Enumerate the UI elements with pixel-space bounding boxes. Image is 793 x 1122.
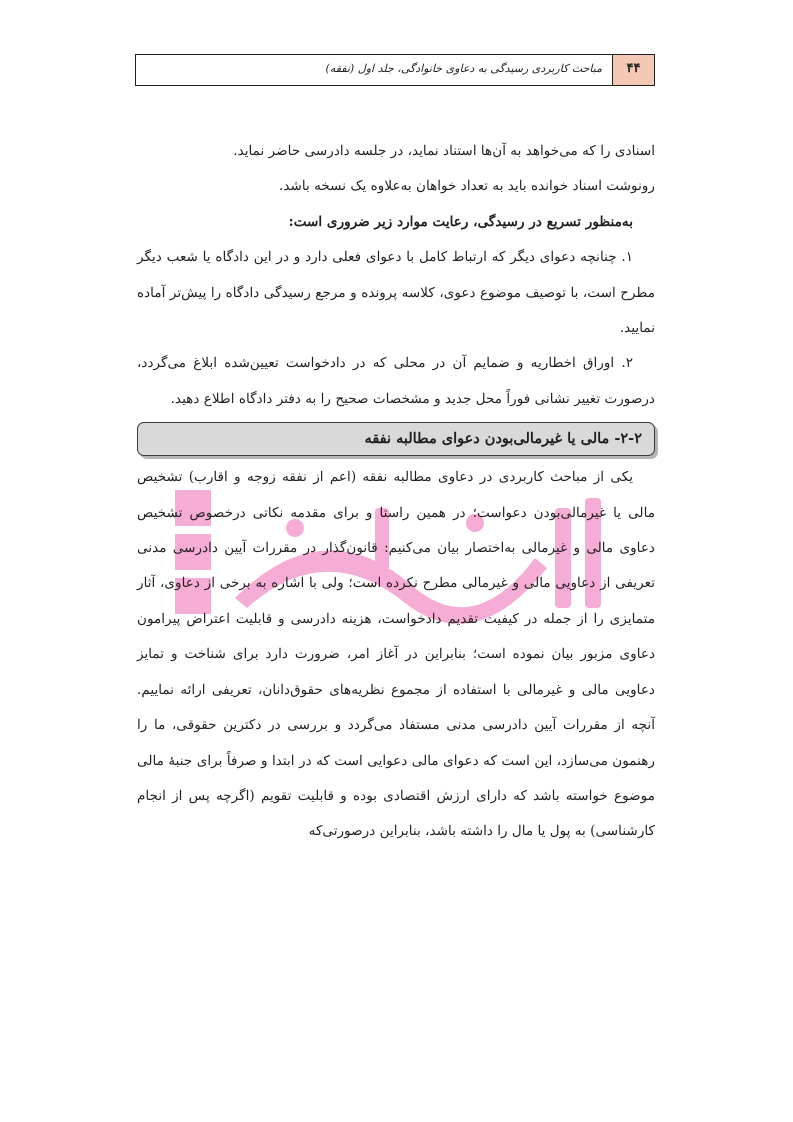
page-number: ۴۴ [612,55,654,85]
section-heading: ۲-۲- مالی یا غیرمالی‌بودن دعوای مطالبه نفقه [137,422,655,456]
paragraph-item-1: ۱. چنانچه دعوای دیگر که ارتباط کامل با دعوای فعلی دارد و در این دادگاه یا شعب دیگر مطرح است، با توصیف موضوع دعوی، کلاسه پرونده و مرجع رسیدگی دادگاه را پیش‌تر آماده نمایید. [137,249,655,337]
running-title: مباحث کاربردی رسیدگی به دعاوی خانوادگی، جلد اول (نفقه) [325,62,602,75]
page-body [137,134,655,850]
paragraph-speed-note: به‌منظور تسریع در رسیدگی، رعایت موارد زیر ضروری است: [288,213,633,230]
paragraph-documents: اسنادی را که می‌خواهد به آن‌ها استناد نماید، در جلسه دادرسی حاضر نماید. [233,143,655,159]
paragraph-copies: رونوشت اسناد خوانده باید به تعداد خواهان به‌علاوه یک نسخه باشد. [279,178,655,195]
paragraph-financial-claims: یکی از مباحث کاربردی در دعاوی مطالبه نفقه (اعم از نفقه زوجه و اقارب) تشخیص مالی یا غیرمالی‌بودن دعواست؛ در همین راستا و برای مقدمه نکاتی درخصوص تشخیص دعاوی مالی و غیرمالی به‌اختصار بیان می‌کنیم: قانون‌گذار در مقررات آیین دادرسی مدنی تعریفی از دعاویی مالی و غیرمالی مطرح نکرده است؛ ولی با اشاره به برخی از دعاوی، آثار متمایزی را از جمله در کیفیت تقدیم دادخواست، هزینه دادرسی و قابلیت اعتراض پیرامون دعاوی مزبور بیان نموده است؛ بنابراین در آغاز امر، ضرورت دارد برای شناخت و تمایز دعاویی مالی و غیرمالی با استفاده از مجموع نظریه‌های حقوق‌دانان، تعریفی ارائه نماییم. آنچه از مقررات آیین دادرسی مدنی مستفاد می‌گردد و بررسی در دکترین حقوقی، ما را رهنمون می‌سازد، این است که دعوای مالی دعوایی است که در ابتدا و صرفاً برای جنبهٔ مالی موضوع خواسته باشد که دارای ارزش اقتصادی بوده و قابلیت تقویم (اگرچه پس از انجام کارشناسی) به پول یا مال را داشته باشد، بنابراین درصورتی‌که [137,469,655,840]
paragraph-item-2: ۲. اوراق اخطاریه و ضمایم آن در محلی که در دادخواست تعیین‌شده ابلاغ می‌گردد، درصورت تغییر نشانی فوراً محل جدید و مشخصات صحیح را به دفتر دادگاه اطلاع دهید. [137,355,655,407]
running-header [135,54,655,86]
